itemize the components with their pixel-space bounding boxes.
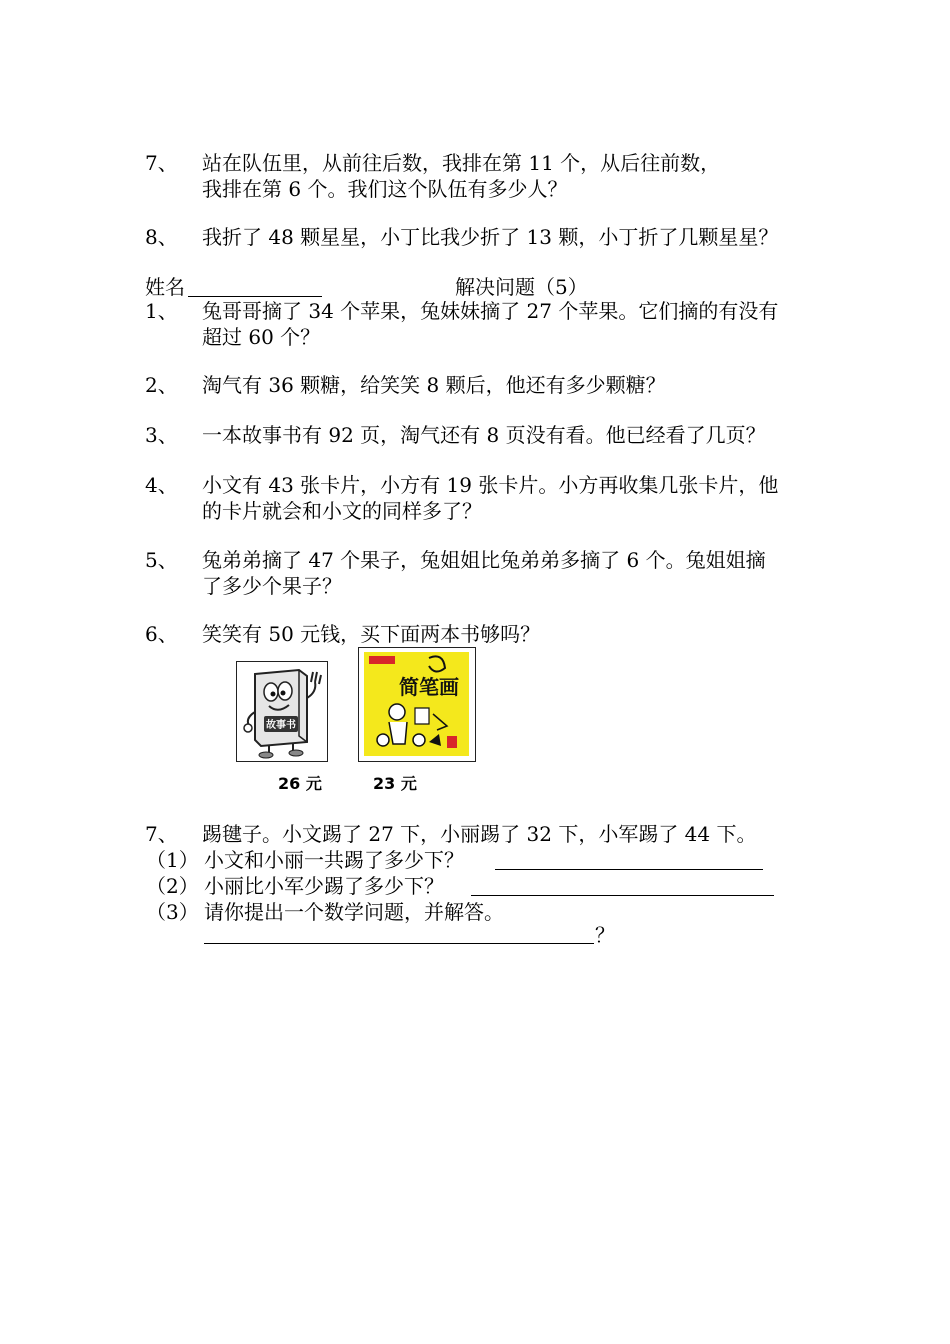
name-blank[interactable] xyxy=(188,296,322,297)
sub-question-2-answer-blank[interactable] xyxy=(471,895,774,896)
question-7-text-line2: 我排在第 6 个。我们这个队伍有多少人？ xyxy=(202,177,568,201)
question-4-number: 4、 xyxy=(145,473,178,497)
story-book-cover-text: 故事书 xyxy=(266,720,296,731)
question-3-number: 3、 xyxy=(145,423,178,447)
question-3-text: 一本故事书有 92 页，淘气还有 8 页没有看。他已经看了几页？ xyxy=(202,423,766,447)
question-5-text-line2: 了多少个果子？ xyxy=(202,574,342,598)
question-7-number-prev: 7、 xyxy=(145,151,178,175)
question-1-number: 1、 xyxy=(145,299,178,323)
question-7-number: 7、 xyxy=(145,822,178,846)
question-6-text: 笑笑有 50 元钱，买下面两本书够吗？ xyxy=(202,622,541,646)
question-1-text-line2: 超过 60 个？ xyxy=(202,325,321,349)
question-4-text-line1: 小文有 43 张卡片，小方有 19 张卡片。小方再收集几张卡片，他 xyxy=(202,473,779,497)
sub-question-3-text: 请你提出一个数学问题，并解答。 xyxy=(204,900,504,924)
sub-question-3-answer-blank[interactable] xyxy=(204,943,594,944)
question-7-text: 踢毽子。小文踢了 27 下，小丽踢了 32 下，小军踢了 44 下。 xyxy=(202,822,757,846)
sketch-book-cover-text: 简笔画 xyxy=(399,675,459,699)
question-5-number: 5、 xyxy=(145,548,178,572)
sketch-book-cover-icon xyxy=(359,648,474,760)
question-8-text: 我折了 48 颗星星，小丁比我少折了 13 颗，小丁折了几颗星星？ xyxy=(202,225,779,249)
answer-question-mark: ？ xyxy=(595,923,615,947)
question-6-number: 6、 xyxy=(145,622,178,646)
question-1-text-line1: 兔哥哥摘了 34 个苹果，兔妹妹摘了 27 个苹果。它们摘的有没有 xyxy=(202,299,779,323)
page-title: 解决问题（5） xyxy=(455,275,588,299)
question-8-number: 8、 xyxy=(145,225,178,249)
sketch-book-price: 23 元 xyxy=(373,774,417,793)
question-2-number: 2、 xyxy=(145,373,178,397)
question-2-text: 淘气有 36 颗糖，给笑笑 8 颗后，他还有多少颗糖？ xyxy=(202,373,666,397)
question-4-text-line2: 的卡片就会和小文的同样多了？ xyxy=(202,499,482,523)
sub-question-3-number: （3） xyxy=(146,900,199,924)
story-book-image xyxy=(236,661,328,762)
name-label: 姓名 xyxy=(145,275,185,299)
story-book-cartoon-icon xyxy=(237,662,326,760)
sub-question-1-answer-blank[interactable] xyxy=(495,869,763,870)
question-7-text-line1: 站在队伍里，从前往后数，我排在第 11 个，从后往前数， xyxy=(202,151,721,175)
sketch-book-image xyxy=(358,647,476,762)
sub-question-1-text: 小文和小丽一共踢了多少下？ xyxy=(204,848,464,872)
story-book-price: 26 元 xyxy=(278,774,322,793)
sub-question-2-text: 小丽比小军少踢了多少下？ xyxy=(204,874,444,898)
question-5-text-line1: 兔弟弟摘了 47 个果子，兔姐姐比兔弟弟多摘了 6 个。兔姐姐摘 xyxy=(202,548,766,572)
sub-question-2-number: （2） xyxy=(146,874,199,898)
sub-question-1-number: （1） xyxy=(146,848,199,872)
